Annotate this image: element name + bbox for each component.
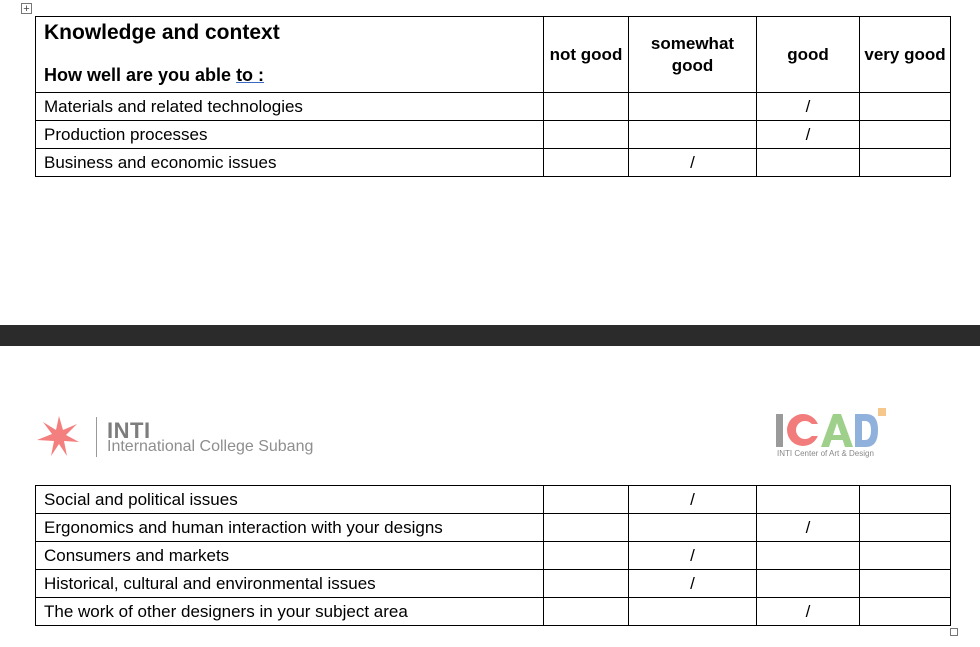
row-label-cell[interactable]: Consumers and markets [36, 542, 544, 570]
rating-cell[interactable] [860, 570, 951, 598]
rating-cell[interactable] [860, 514, 951, 542]
rating-cell[interactable] [629, 121, 757, 149]
knowledge-table-bottom [35, 485, 951, 626]
rating-cell[interactable] [544, 598, 629, 626]
rating-cell[interactable] [860, 486, 951, 514]
rating-cell[interactable] [860, 149, 951, 177]
column-header-good[interactable]: good [757, 17, 860, 93]
row-label-cell[interactable]: Social and political issues [36, 486, 544, 514]
table-row [36, 93, 951, 121]
rating-cell[interactable]: / [757, 598, 860, 626]
table-row [36, 542, 951, 570]
rating-cell[interactable] [629, 93, 757, 121]
table-move-handle[interactable]: + [21, 3, 32, 14]
rating-cell[interactable] [860, 598, 951, 626]
header-cell[interactable] [36, 17, 544, 93]
rating-cell[interactable] [629, 598, 757, 626]
rating-cell[interactable] [544, 486, 629, 514]
rating-cell[interactable] [860, 542, 951, 570]
table-row [36, 149, 951, 177]
rating-cell[interactable] [629, 514, 757, 542]
rating-cell[interactable] [544, 542, 629, 570]
inti-logo-name: INTI [107, 418, 151, 443]
table-row [36, 570, 951, 598]
rating-cell[interactable] [757, 542, 860, 570]
inti-logo-subtitle: International College Subang [107, 438, 314, 455]
spell-marked-text: to : [236, 65, 265, 85]
rating-cell[interactable] [757, 570, 860, 598]
rating-cell[interactable] [544, 93, 629, 121]
rating-cell[interactable]: / [629, 486, 757, 514]
table-header-row [36, 17, 951, 93]
row-label-cell[interactable]: Historical, cultural and environmental issues [36, 570, 544, 598]
table-row [36, 121, 951, 149]
rating-cell[interactable]: / [757, 514, 860, 542]
rating-cell[interactable] [544, 514, 629, 542]
page-break-divider [0, 325, 980, 346]
column-header-very-good[interactable]: very good [860, 17, 951, 93]
rating-cell[interactable] [860, 121, 951, 149]
icad-logo-subtitle: INTI Center of Art & Design [777, 449, 874, 458]
row-label-cell[interactable]: The work of other designers in your subject area [36, 598, 544, 626]
table-row [36, 486, 951, 514]
row-label-cell[interactable]: Ergonomics and human interaction with your designs [36, 514, 544, 542]
knowledge-table-top [35, 16, 951, 177]
rating-cell[interactable] [757, 486, 860, 514]
rating-cell[interactable] [544, 121, 629, 149]
row-label-cell[interactable]: Business and economic issues [36, 149, 544, 177]
column-header-somewhat-good[interactable]: somewhat good [629, 17, 757, 93]
rating-cell[interactable]: / [629, 542, 757, 570]
rating-cell[interactable] [544, 570, 629, 598]
table-subtitle: How well are you able to : [44, 65, 265, 85]
rating-cell[interactable] [544, 149, 629, 177]
logo-divider [96, 417, 97, 457]
rating-cell[interactable]: / [757, 93, 860, 121]
table-row [36, 514, 951, 542]
table-row [36, 598, 951, 626]
table-title: Knowledge and context [44, 21, 280, 44]
rating-cell[interactable] [860, 93, 951, 121]
row-label-cell[interactable]: Production processes [36, 121, 544, 149]
rating-cell[interactable]: / [629, 570, 757, 598]
rating-cell[interactable] [757, 149, 860, 177]
column-header-not-good[interactable]: not good [544, 17, 629, 93]
row-label-cell[interactable]: Materials and related technologies [36, 93, 544, 121]
table-resize-handle[interactable] [950, 628, 958, 636]
rating-cell[interactable]: / [757, 121, 860, 149]
rating-cell[interactable]: / [629, 149, 757, 177]
